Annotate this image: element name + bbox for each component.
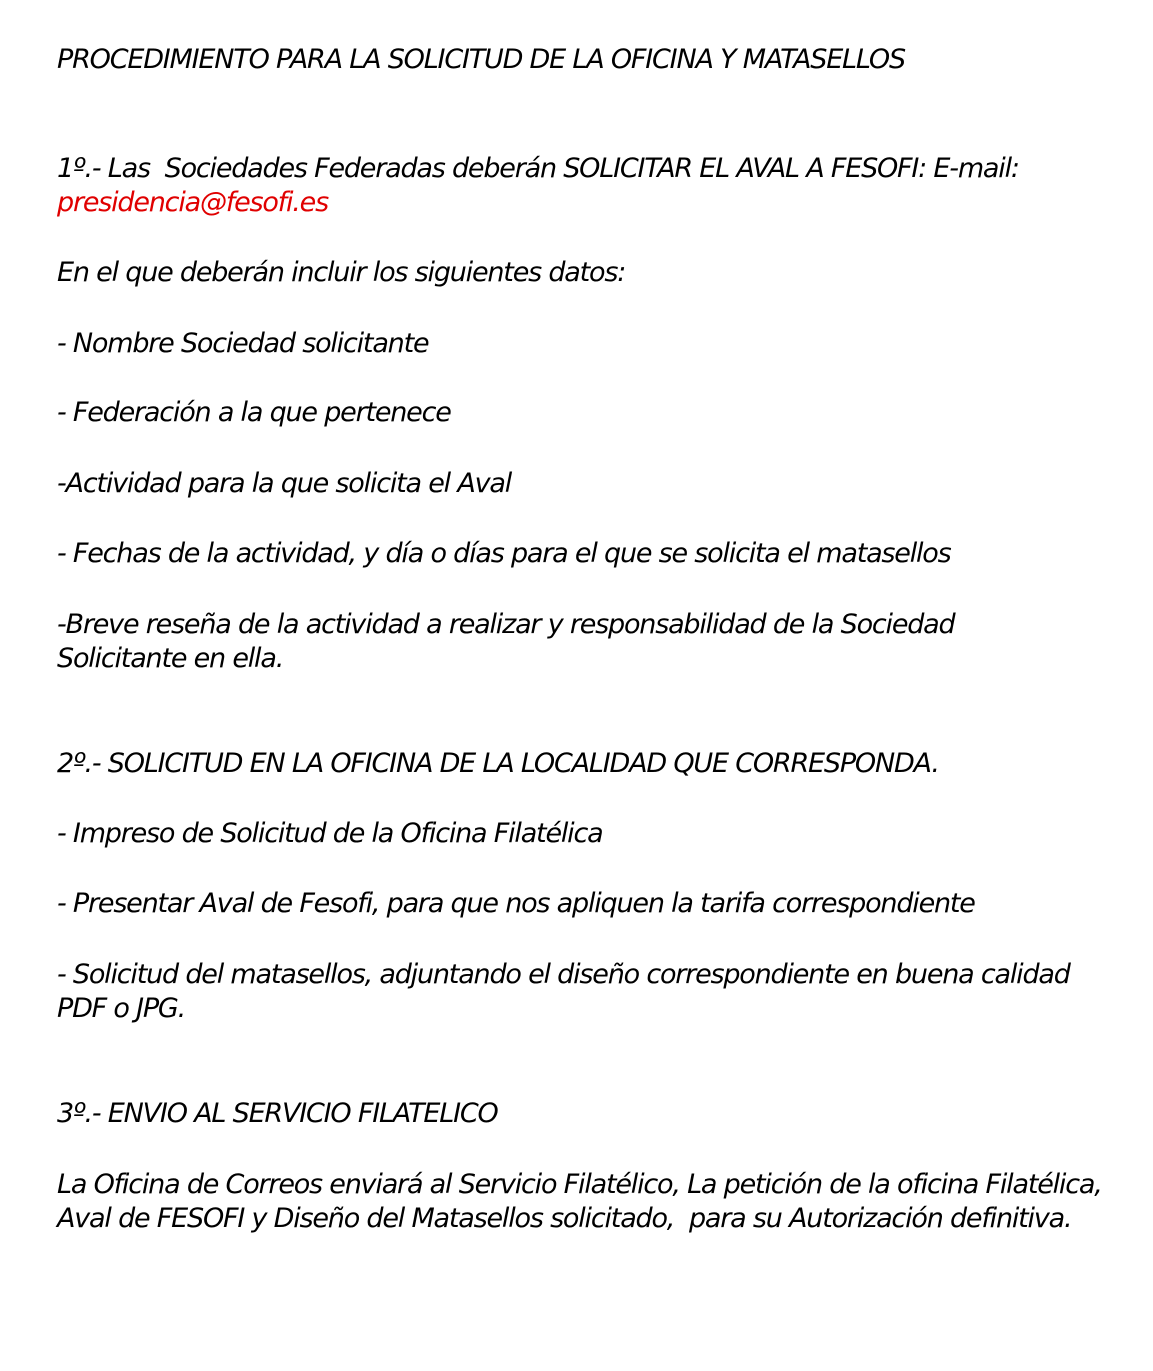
- list-item: -Actividad para la que solicita el Aval: [57, 468, 512, 499]
- section-2-heading: 2º.- SOLICITUD EN LA OFICINA DE LA LOCALIDAD QUE CORRESPONDA.: [57, 748, 939, 779]
- list-item: - Impreso de Solicitud de la Oficina Filatélica: [57, 818, 603, 849]
- email-link[interactable]: presidencia@fesofi.es: [57, 187, 328, 218]
- section-1-intro: En el que deberán incluir los siguientes datos:: [57, 257, 626, 288]
- list-item: - Nombre Sociedad solicitante: [57, 328, 429, 359]
- document-title: PROCEDIMIENTO PARA LA SOLICITUD DE LA OFICINA Y MATASELLOS: [57, 44, 905, 75]
- section-3-heading: 3º.- ENVIO AL SERVICIO FILATELICO: [57, 1098, 498, 1129]
- list-item: - Federación a la que pertenece: [57, 397, 451, 428]
- list-item: - Solicitud del matasellos, adjuntando el diseño correspondiente en buena calidad PDF o JPG.: [57, 959, 1078, 1024]
- list-item: -Breve reseña de la actividad a realizar y responsabilidad de la Sociedad Solicitante en ella.: [57, 609, 962, 674]
- list-item: - Fechas de la actividad, y día o días para el que se solicita el matasellos: [57, 538, 951, 569]
- section-1-heading: 1º.- Las Sociedades Federadas deberán SOLICITAR EL AVAL A FESOFI: E-mail:: [57, 153, 1019, 184]
- list-item: - Presentar Aval de Fesofi, para que nos apliquen la tarifa correspondiente: [57, 888, 975, 919]
- section-3-body: La Oficina de Correos enviará al Servicio Filatélico, La petición de la oficina Filatélica, Aval de FESOFI y Diseño del Matasellos solicitado, para su Autorización definitiva.: [57, 1169, 1109, 1234]
